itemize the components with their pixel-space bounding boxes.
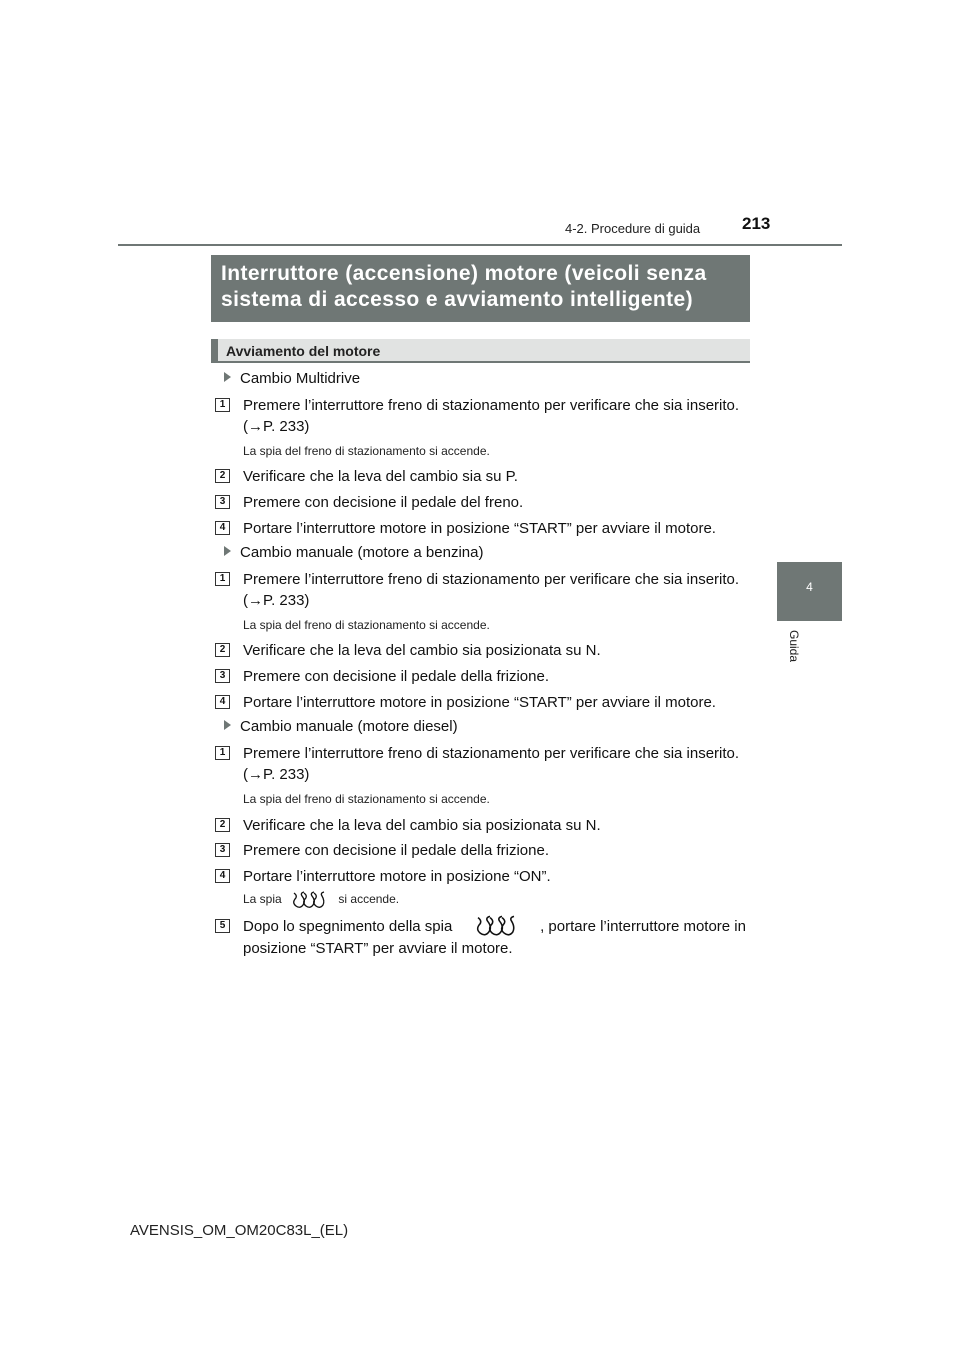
chapter-tab xyxy=(777,562,842,621)
step-note: La spia del freno di stazionamento si accende. xyxy=(243,618,490,632)
glow-plug-indicator-icon xyxy=(473,914,519,938)
chapter-tab-label: Guida xyxy=(787,630,801,663)
step-text: Verificare che la leva del cambio sia posizionata su N. xyxy=(243,642,601,659)
step-note: La spia del freno di stazionamento si accende. xyxy=(243,444,490,458)
subheading xyxy=(211,339,750,363)
step-number: 4 xyxy=(215,695,230,709)
triangle-bullet-icon xyxy=(224,372,231,382)
section-header: 4-2. Procedure di guida xyxy=(565,221,701,236)
triangle-bullet-icon xyxy=(224,546,231,556)
step-number: 5 xyxy=(215,919,230,933)
step-text: Premere l’interruttore freno di stazionamento per verificare che sia inserito. (→P. 233) xyxy=(243,397,740,435)
section-heading: Cambio manuale (motore a benzina) xyxy=(224,544,483,561)
step-number: 3 xyxy=(215,669,230,683)
page-title xyxy=(211,255,750,322)
glow-plug-indicator-icon xyxy=(291,890,327,910)
page-title-line-2: sistema di accesso e avviamento intelligente) xyxy=(221,288,694,311)
step-text: Verificare che la leva del cambio sia posizionata su N. xyxy=(243,817,601,834)
step-text: Premere l’interruttore freno di stazionamento per verificare che sia inserito. (→P. 233) xyxy=(243,571,740,609)
step-note: La spia del freno di stazionamento si accende. xyxy=(243,792,490,806)
step-number: 4 xyxy=(215,869,230,883)
subheading-text: Avviamento del motore xyxy=(226,343,381,359)
section-heading: Cambio Multidrive xyxy=(224,370,360,387)
document-code: AVENSIS_OM_OM20C83L_(EL) xyxy=(130,1222,349,1239)
step-number: 2 xyxy=(215,643,230,657)
chapter-tab-number: 4 xyxy=(806,580,813,594)
section-heading: Cambio manuale (motore diesel) xyxy=(224,718,458,735)
step-text: Portare l’interruttore motore in posizione “START” per avviare il motore. xyxy=(243,520,716,537)
step-number: 1 xyxy=(215,572,230,586)
step-text: Premere con decisione il pedale della frizione. xyxy=(243,668,550,685)
step-text: Verificare che la leva del cambio sia su P. xyxy=(243,468,518,485)
step-number: 2 xyxy=(215,469,230,483)
step-text: Portare l’interruttore motore in posizione “START” per avviare il motore. xyxy=(243,694,716,711)
step-text: Dopo lo spegnimento della spia , portare l’interruttore motore in posizione “START” per avviare il motore. xyxy=(243,914,746,959)
step-number: 2 xyxy=(215,818,230,832)
step-text: Premere con decisione il pedale della frizione. xyxy=(243,842,550,859)
page-title-line-1: Interruttore (accensione) motore (veicoli senza xyxy=(221,262,707,285)
subheading-accent-bar xyxy=(211,339,218,361)
step-number: 1 xyxy=(215,398,230,412)
step-number: 4 xyxy=(215,521,230,535)
header-divider xyxy=(118,244,842,246)
step-text: Premere l’interruttore freno di stazionamento per verificare che sia inserito. (→P. 233) xyxy=(243,745,740,783)
page-number: 213 xyxy=(742,214,771,233)
step-text: Premere con decisione il pedale del freno. xyxy=(243,494,524,511)
step-note: La spia si accende. xyxy=(243,890,399,910)
step-number: 3 xyxy=(215,495,230,509)
step-number: 1 xyxy=(215,746,230,760)
step-number: 3 xyxy=(215,843,230,857)
step-text: Portare l’interruttore motore in posizione “ON”. xyxy=(243,868,551,885)
triangle-bullet-icon xyxy=(224,720,231,730)
